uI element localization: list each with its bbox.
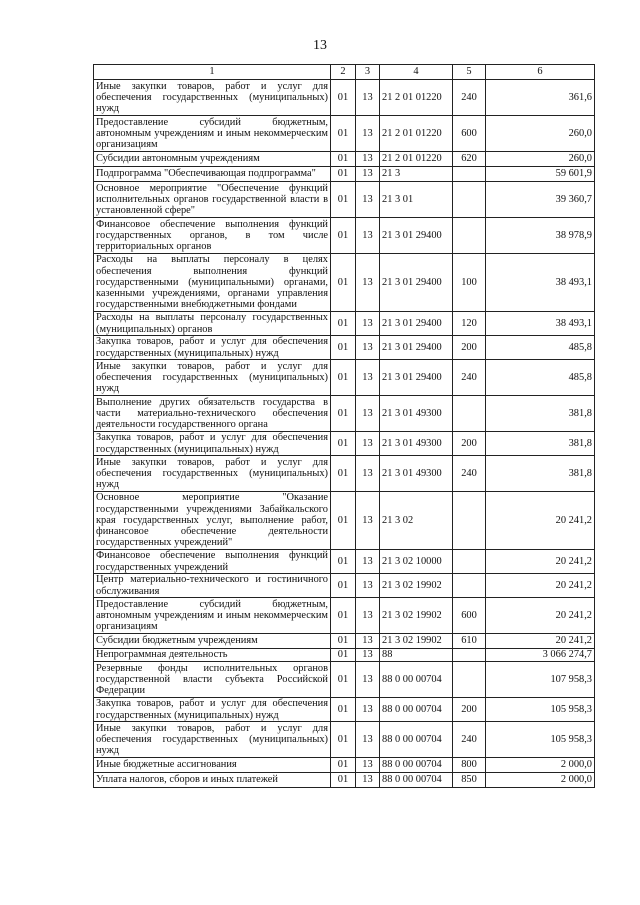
row-amount: 105 958,3: [486, 722, 595, 758]
row-amount: 485,8: [486, 360, 595, 396]
row-section: 01: [331, 167, 356, 182]
row-subsection: 13: [356, 598, 380, 634]
row-section: 01: [331, 254, 356, 312]
table-row: [94, 336, 595, 360]
header-row: [94, 65, 595, 80]
header-col-6: 6: [486, 65, 595, 80]
row-amount: 20 241,2: [486, 550, 595, 574]
row-expense-type: 240: [453, 360, 486, 396]
row-subsection: 13: [356, 254, 380, 312]
table-row: [94, 218, 595, 254]
row-target-code: 88 0 00 00704: [380, 662, 453, 698]
row-expense-type: [453, 574, 486, 598]
row-subsection: 13: [356, 396, 380, 432]
row-amount: 260,0: [486, 116, 595, 152]
row-expense-type: 620: [453, 152, 486, 167]
table-row: [94, 116, 595, 152]
row-subsection: 13: [356, 662, 380, 698]
table-row: [94, 182, 595, 218]
header-col-4: 4: [380, 65, 453, 80]
row-amount: 361,6: [486, 80, 595, 116]
row-section: 01: [331, 336, 356, 360]
row-expense-type: [453, 218, 486, 254]
table-row: [94, 254, 595, 312]
row-target-code: 21 3 01 29400: [380, 218, 453, 254]
row-amount: 38 493,1: [486, 254, 595, 312]
table-row: [94, 396, 595, 432]
row-section: 01: [331, 432, 356, 456]
row-section: 01: [331, 360, 356, 396]
row-name: Субсидии бюджетным учреждениям: [94, 634, 331, 649]
row-target-code: 21 3 01 29400: [380, 312, 453, 336]
row-expense-type: 200: [453, 336, 486, 360]
row-amount: 260,0: [486, 152, 595, 167]
row-name: Уплата налогов, сборов и иных платежей: [94, 773, 331, 788]
row-target-code: 88 0 00 00704: [380, 773, 453, 788]
row-expense-type: [453, 396, 486, 432]
row-expense-type: 850: [453, 773, 486, 788]
row-amount: 105 958,3: [486, 698, 595, 722]
row-amount: 2 000,0: [486, 773, 595, 788]
row-target-code: 21 3 02 10000: [380, 550, 453, 574]
row-section: 01: [331, 152, 356, 167]
table-row: [94, 634, 595, 649]
table-header: [94, 65, 595, 80]
row-target-code: 21 3: [380, 167, 453, 182]
table-body: [94, 80, 595, 788]
row-section: 01: [331, 116, 356, 152]
row-target-code: 21 3 02 19902: [380, 634, 453, 649]
row-expense-type: [453, 662, 486, 698]
header-col-2: 2: [331, 65, 356, 80]
row-amount: 485,8: [486, 336, 595, 360]
row-target-code: 88: [380, 649, 453, 662]
row-amount: 38 493,1: [486, 312, 595, 336]
row-name: Непрограммная деятельность: [94, 649, 331, 662]
row-expense-type: 800: [453, 758, 486, 773]
row-subsection: 13: [356, 773, 380, 788]
budget-table: [93, 64, 595, 788]
row-expense-type: 240: [453, 456, 486, 492]
row-expense-type: [453, 492, 486, 550]
row-expense-type: 610: [453, 634, 486, 649]
row-target-code: 21 3 01 29400: [380, 254, 453, 312]
row-target-code: 21 2 01 01220: [380, 152, 453, 167]
row-section: 01: [331, 574, 356, 598]
row-name: Закупка товаров, работ и услуг для обеспечения государственных (муниципальных) нужд: [94, 698, 331, 722]
row-name: Субсидии автономным учреждениям: [94, 152, 331, 167]
row-subsection: 13: [356, 722, 380, 758]
row-section: 01: [331, 649, 356, 662]
table-row: [94, 312, 595, 336]
table-row: [94, 773, 595, 788]
table-row: [94, 80, 595, 116]
row-name: Резервные фонды исполнительных органов государственной власти субъекта Российской Федерации: [94, 662, 331, 698]
row-amount: 20 241,2: [486, 598, 595, 634]
row-amount: 381,8: [486, 432, 595, 456]
row-name: Иные закупки товаров, работ и услуг для обеспечения государственных (муниципальных) нужд: [94, 80, 331, 116]
row-section: 01: [331, 634, 356, 649]
row-section: 01: [331, 722, 356, 758]
row-amount: 107 958,3: [486, 662, 595, 698]
row-section: 01: [331, 218, 356, 254]
table-row: [94, 360, 595, 396]
row-target-code: 21 3 01 49300: [380, 456, 453, 492]
table-row: [94, 758, 595, 773]
row-section: 01: [331, 456, 356, 492]
row-target-code: 21 2 01 01220: [380, 80, 453, 116]
row-subsection: 13: [356, 312, 380, 336]
row-name: Основное мероприятие "Оказание государственными учреждениями Забайкальского края государственных услуг, выполнение работ, финансовое обеспечение деятельности государственных учреждений": [94, 492, 331, 550]
row-expense-type: 100: [453, 254, 486, 312]
row-target-code: 21 3 02 19902: [380, 598, 453, 634]
table-row: [94, 492, 595, 550]
row-expense-type: [453, 167, 486, 182]
row-expense-type: 240: [453, 722, 486, 758]
table-row: [94, 698, 595, 722]
row-subsection: 13: [356, 574, 380, 598]
row-expense-type: 600: [453, 116, 486, 152]
row-subsection: 13: [356, 336, 380, 360]
row-subsection: 13: [356, 634, 380, 649]
row-target-code: 21 3 01 29400: [380, 336, 453, 360]
row-expense-type: [453, 182, 486, 218]
row-amount: 20 241,2: [486, 634, 595, 649]
table-row: [94, 432, 595, 456]
row-amount: 39 360,7: [486, 182, 595, 218]
row-subsection: 13: [356, 492, 380, 550]
header-col-5: 5: [453, 65, 486, 80]
row-subsection: 13: [356, 218, 380, 254]
row-expense-type: [453, 550, 486, 574]
row-subsection: 13: [356, 758, 380, 773]
row-section: 01: [331, 698, 356, 722]
row-section: 01: [331, 773, 356, 788]
table-row: [94, 456, 595, 492]
row-amount: 20 241,2: [486, 492, 595, 550]
row-amount: 38 978,9: [486, 218, 595, 254]
row-name: Расходы на выплаты персоналу государственных (муниципальных) органов: [94, 312, 331, 336]
row-name: Предоставление субсидий бюджетным, автономным учреждениям и иным некоммерческим организациям: [94, 598, 331, 634]
row-amount: 59 601,9: [486, 167, 595, 182]
row-expense-type: 240: [453, 80, 486, 116]
row-expense-type: 200: [453, 698, 486, 722]
row-amount: 20 241,2: [486, 574, 595, 598]
row-name: Расходы на выплаты персоналу в целях обеспечения выполнения функций государственными (муниципальными) органами, казенными учреждениями, органами управления государственными внебюджетными фондами: [94, 254, 331, 312]
row-section: 01: [331, 662, 356, 698]
row-name: Финансовое обеспечение выполнения функций государственных учреждений: [94, 550, 331, 574]
row-subsection: 13: [356, 550, 380, 574]
row-expense-type: 600: [453, 598, 486, 634]
row-section: 01: [331, 396, 356, 432]
table-row: [94, 167, 595, 182]
table-row: [94, 722, 595, 758]
header-col-3: 3: [356, 65, 380, 80]
row-name: Иные закупки товаров, работ и услуг для обеспечения государственных (муниципальных) нужд: [94, 360, 331, 396]
table-row: [94, 574, 595, 598]
row-expense-type: 120: [453, 312, 486, 336]
row-target-code: 88 0 00 00704: [380, 698, 453, 722]
row-section: 01: [331, 312, 356, 336]
row-target-code: 88 0 00 00704: [380, 722, 453, 758]
row-target-code: 21 3 02 19902: [380, 574, 453, 598]
row-name: Закупка товаров, работ и услуг для обеспечения государственных (муниципальных) нужд: [94, 432, 331, 456]
row-subsection: 13: [356, 432, 380, 456]
row-amount: 381,8: [486, 456, 595, 492]
row-target-code: 88 0 00 00704: [380, 758, 453, 773]
row-subsection: 13: [356, 116, 380, 152]
row-subsection: 13: [356, 360, 380, 396]
row-expense-type: [453, 649, 486, 662]
row-section: 01: [331, 80, 356, 116]
table-row: [94, 550, 595, 574]
row-subsection: 13: [356, 167, 380, 182]
row-name: Предоставление субсидий бюджетным, автономным учреждениям и иным некоммерческим организациям: [94, 116, 331, 152]
row-name: Финансовое обеспечение выполнения функций государственных органов, в том числе территориальных органов: [94, 218, 331, 254]
row-amount: 3 066 274,7: [486, 649, 595, 662]
row-target-code: 21 3 01: [380, 182, 453, 218]
row-section: 01: [331, 598, 356, 634]
row-amount: 381,8: [486, 396, 595, 432]
row-target-code: 21 3 01 49300: [380, 432, 453, 456]
row-name: Иные закупки товаров, работ и услуг для обеспечения государственных (муниципальных) нужд: [94, 456, 331, 492]
row-subsection: 13: [356, 152, 380, 167]
row-subsection: 13: [356, 80, 380, 116]
row-section: 01: [331, 182, 356, 218]
table-row: [94, 649, 595, 662]
row-name: Основное мероприятие "Обеспечение функций исполнительных органов государственной власти в установленной сфере": [94, 182, 331, 218]
row-expense-type: 200: [453, 432, 486, 456]
row-amount: 2 000,0: [486, 758, 595, 773]
row-name: Выполнение других обязательств государства в части материально-технического обеспечения деятельности государственного органа: [94, 396, 331, 432]
row-name: Закупка товаров, работ и услуг для обеспечения государственных (муниципальных) нужд: [94, 336, 331, 360]
header-col-1: 1: [94, 65, 331, 80]
row-name: Подпрограмма "Обеспечивающая подпрограмма": [94, 167, 331, 182]
row-subsection: 13: [356, 698, 380, 722]
table-row: [94, 152, 595, 167]
row-subsection: 13: [356, 649, 380, 662]
row-section: 01: [331, 550, 356, 574]
row-target-code: 21 3 01 49300: [380, 396, 453, 432]
row-name: Иные закупки товаров, работ и услуг для обеспечения государственных (муниципальных) нужд: [94, 722, 331, 758]
row-name: Центр материально-технического и гостиничного обслуживания: [94, 574, 331, 598]
row-target-code: 21 3 01 29400: [380, 360, 453, 396]
row-name: Иные бюджетные ассигнования: [94, 758, 331, 773]
row-target-code: 21 2 01 01220: [380, 116, 453, 152]
table-row: [94, 662, 595, 698]
row-subsection: 13: [356, 456, 380, 492]
row-target-code: 21 3 02: [380, 492, 453, 550]
row-section: 01: [331, 758, 356, 773]
page-number: 13: [313, 38, 327, 53]
table-row: [94, 598, 595, 634]
row-subsection: 13: [356, 182, 380, 218]
row-section: 01: [331, 492, 356, 550]
